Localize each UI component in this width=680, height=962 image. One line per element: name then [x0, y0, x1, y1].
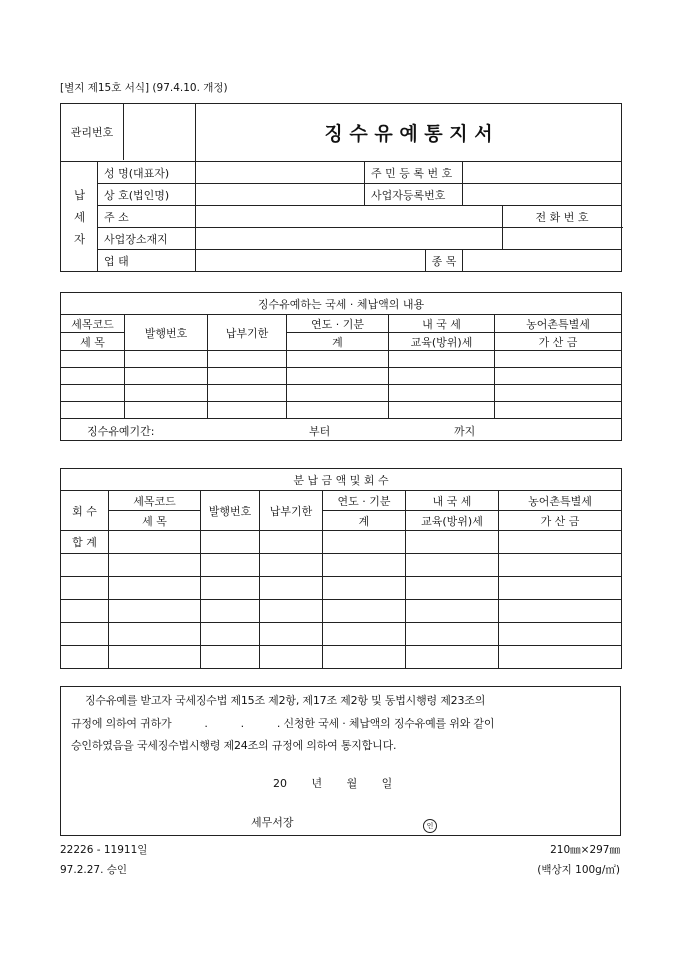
tbl2-h-year: 연도 · 기분 — [323, 491, 406, 511]
tbl1-h-edu: 교육(방위)세 — [389, 333, 495, 351]
tbl1-title: 징수유예하는 국세 · 체납액의 내용 — [61, 293, 622, 315]
footer-size: 210㎜×297㎜ — [550, 844, 620, 856]
deferral-table — [60, 292, 622, 441]
period-to: 까지 — [454, 425, 476, 438]
tbl2-h-internal: 내 국 세 — [406, 491, 499, 511]
footer-approved: 97.2.27. 승인 — [60, 864, 128, 876]
phone-label: 전 화 번 호 — [503, 206, 622, 228]
tbl1-h-rural: 농어촌특별세 — [495, 315, 622, 333]
tbl2-h-item: 세 목 — [109, 511, 201, 531]
item-field[interactable] — [463, 250, 622, 272]
footer-paper: (백상지 100g/㎡) — [537, 864, 620, 876]
mgmt-cell — [61, 104, 196, 162]
bizreg-label: 사업자등록번호 — [365, 184, 463, 206]
tbl2-h-rural: 농어촌특별세 — [499, 491, 622, 511]
tbl1-h-code: 세목코드 — [61, 315, 125, 333]
item-label: 종 목 — [426, 250, 463, 272]
jumin-label: 주 민 등 록 번 호 — [365, 162, 463, 184]
mgmt-label: 관리번호 — [61, 104, 124, 160]
period-row[interactable] — [61, 419, 622, 441]
taxpayer-label: 납 세 자 — [61, 162, 98, 272]
tbl2-h-due: 납부기한 — [260, 491, 323, 531]
table-row[interactable] — [61, 646, 622, 669]
bizreg-field[interactable] — [463, 184, 622, 206]
tbl1-h-issue: 발행번호 — [125, 315, 208, 351]
table-row[interactable] — [61, 600, 622, 623]
tbl2-h-edu: 교육(방위)세 — [406, 511, 499, 531]
table-row[interactable] — [61, 402, 622, 419]
tbl2-h-issue: 발행번호 — [201, 491, 260, 531]
notice-box — [60, 686, 621, 836]
tbl1-h-total: 계 — [287, 333, 389, 351]
notice-line-1: 징수유예를 받고자 국세징수법 제15조 제2항, 제17조 제2항 및 동법시행령 제23조의 — [85, 694, 486, 707]
seal-stamp: 인 — [423, 813, 437, 833]
addr-label: 주 소 — [98, 206, 196, 228]
addr-field[interactable] — [196, 206, 503, 228]
tbl2-title: 분 납 금 액 및 회 수 — [61, 469, 622, 491]
notice-date: 20 년 월 일 — [273, 777, 393, 790]
period-from: 부터 — [309, 425, 331, 438]
table-row[interactable] — [61, 577, 622, 600]
trade-field[interactable] — [196, 184, 365, 206]
table-row[interactable] — [61, 368, 622, 385]
table-row[interactable] — [61, 385, 622, 402]
tbl1-h-year: 연도 · 기분 — [287, 315, 389, 333]
business-label: 업 태 — [98, 250, 196, 272]
sum-label: 합 계 — [61, 531, 109, 554]
tbl2-h-add: 가 산 금 — [499, 511, 622, 531]
tbl1-h-item: 세 목 — [61, 333, 125, 351]
table-row[interactable] — [61, 554, 622, 577]
table-row[interactable] — [61, 623, 622, 646]
tbl1-h-internal: 내 국 세 — [389, 315, 495, 333]
phone-field[interactable] — [503, 228, 622, 250]
notice-line-3: 승인하였음을 국세징수법시행령 제24조의 규정에 의하여 통지합니다. — [71, 739, 397, 752]
tbl2-h-count: 회 수 — [61, 491, 109, 531]
tbl2-h-code: 세목코드 — [109, 491, 201, 511]
name-label: 성 명(대표자) — [98, 162, 196, 184]
tbl1-h-add: 가 산 금 — [495, 333, 622, 351]
bizaddr-label: 사업장소재지 — [98, 228, 196, 250]
tbl2-h-total: 계 — [323, 511, 406, 531]
page-title: 징 수 유 예 통 지 서 — [196, 104, 622, 162]
form-label: [별지 제15호 서식] (97.4.10. 개정) — [60, 82, 228, 94]
taxpayer-table — [60, 103, 622, 272]
jumin-field[interactable] — [463, 162, 622, 184]
trade-label: 상 호(법인명) — [98, 184, 196, 206]
installment-table — [60, 468, 622, 669]
business-field[interactable] — [196, 250, 426, 272]
table-row[interactable] — [61, 351, 622, 368]
notice-line-2: 규정에 의하여 귀하가 . . . 신청한 국세 · 체납액의 징수유예를 위와 같이 — [71, 717, 495, 730]
period-label: 징수유예기간: — [87, 425, 155, 438]
tbl1-h-due: 납부기한 — [208, 315, 287, 351]
bizaddr-field[interactable] — [196, 228, 503, 250]
signer-label: 세무서장 — [251, 816, 294, 829]
name-field[interactable] — [196, 162, 365, 184]
footer-code: 22226 - 11911일 — [60, 844, 148, 856]
sum-row[interactable] — [61, 531, 622, 554]
